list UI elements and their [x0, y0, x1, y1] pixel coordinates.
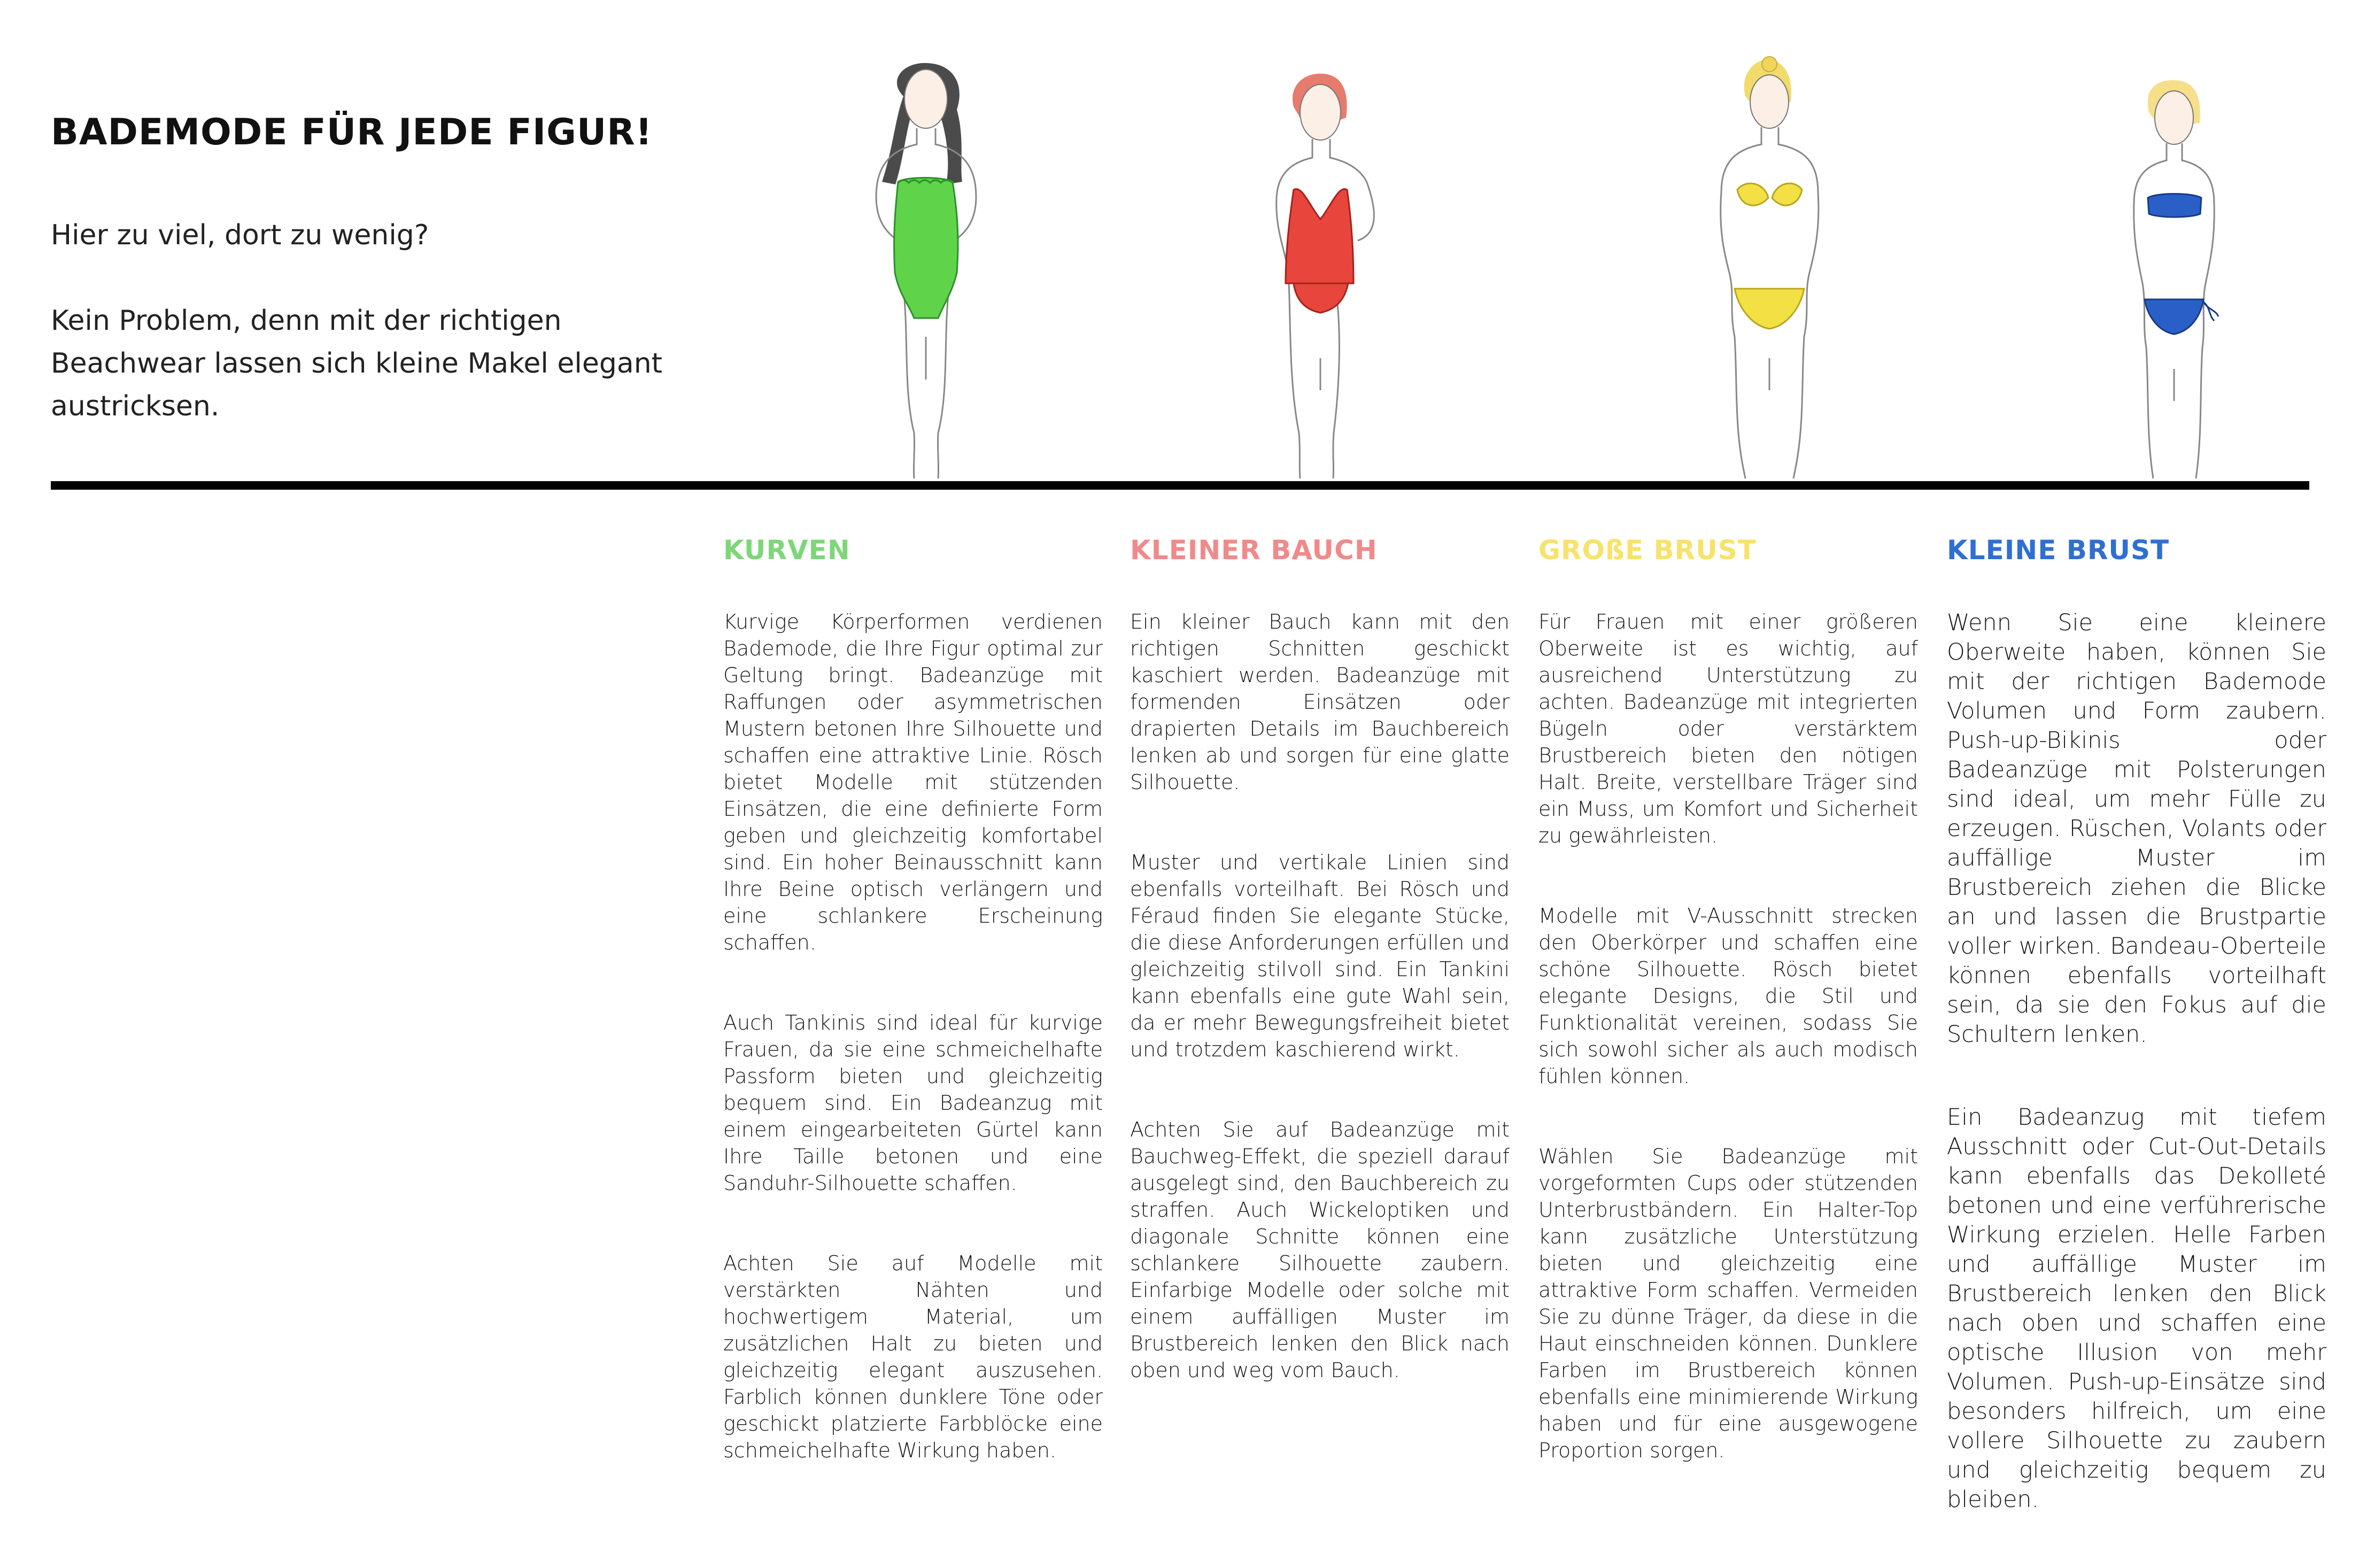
column-kurven: [723, 535, 1103, 1517]
heading-kleine-brust: KLEINE BRUST: [1947, 535, 2170, 566]
paragraph: Für Frauen mit einer größeren Oberweite ist es wichtig, auf ausreichend Unterstützung zu achten. Badeanzüge mit integrierten Bügeln oder verstärktem Brustbereich bieten den nötigen Halt. Breite, verstellbare Träger sind ein Muss, um Komfort und Sicherheit zu gewährleisten.: [1538, 610, 1918, 847]
tankini: [1286, 189, 1353, 283]
hair-bun: [1762, 57, 1777, 72]
bikini-bottom: [1735, 289, 1804, 329]
face: [2155, 91, 2193, 144]
intro-question: Hier zu viel, dort zu wenig?: [51, 219, 429, 251]
paragraph: Kurvige Körperformen verdienen Bademode, die Ihre Figur optimal zur Geltung bringt. Badeanzüge mit Raffungen oder asymmetrischen Mustern betonen Ihre Silhouette und schaffen eine attraktive Linie. Rösch bietet Modelle mit stützenden Einsätzen, die eine definierte Form geben und gleichzeitig komfortabel sind. Ein hoher Beinausschnitt kann Ihre Beine optisch verlängern und eine schlankere Erscheinung schaffen.: [723, 610, 1103, 954]
figure-kurven: [823, 59, 1026, 481]
paragraph: Wenn Sie eine kleinere Oberweite haben, können Sie mit der richtigen Bademode Volumen und Form zaubern. Push-up-Bikinis oder Badeanzüge mit Polsterungen sind ideal, um mehr Fülle zu erzeugen. Rüschen, Volants oder auffällige Muster im Brustbereich ziehen die Blicke an und lassen die Brustpartie voller wirken. Bandeau-Oberteile können ebenfalls vorteilhaft sein, da sie den Fokus auf die Schultern lenken.: [1947, 609, 2326, 1048]
heading-kleiner-bauch: KLEINER BAUCH: [1130, 535, 1378, 566]
intro-text: [51, 214, 692, 470]
heading-grosse-brust: GROßE BRUST: [1538, 535, 1757, 566]
face: [1300, 84, 1341, 140]
column-kleine-brust: [1947, 535, 2326, 1568]
paragraph: Auch Tankinis sind ideal für kurvige Frauen, da sie eine schmeichelhafte Passform bieten und gleichzeitig bequem sind. Ein Badeanzug mit einem eingearbeiteten Gürtel kann Ihre Taille betonen und eine Sanduhr-Silhouette schaffen.: [723, 1011, 1103, 1195]
tankini-bottom: [1294, 283, 1348, 313]
side-tie: [2203, 302, 2218, 321]
section-divider: [51, 481, 2309, 490]
face: [1750, 75, 1789, 128]
bikini-bottom: [2145, 299, 2203, 334]
paragraph: Modelle mit V-Ausschnitt strecken den Oberkörper und schaffen eine schöne Silhouette. Rösch bietet elegante Designs, die Stil und Funktionalität vereinen, sodass Sie sich sowohl sicher als auch modisch fühlen können.: [1538, 904, 1918, 1088]
intro-statement: Kein Problem, denn mit der richtigen Beachwear lassen sich kleine Makel elegant austricksen.: [51, 305, 663, 422]
bikini-top: [1737, 183, 1802, 205]
column-kleiner-bauch: [1130, 535, 1510, 1437]
swimsuit: [894, 178, 958, 319]
figure-kleine-brust: [2069, 59, 2272, 481]
paragraph: Achten Sie auf Modelle mit verstärkten Nähten und hochwertigem Material, um zusätzlichen Halt zu bieten und gleichzeitig elegant auszusehen. Farblich können dunklere Töne oder geschickt platzierte Farbblöcke eine schmeichelhafte Wirkung haben.: [723, 1252, 1103, 1462]
figure-kleine-brust-drawing: [2069, 59, 2272, 481]
figure-kleiner-bauch: [1213, 59, 1417, 481]
face: [904, 69, 947, 128]
paragraph: Muster und vertikale Linien sind ebenfalls vorteilhaft. Bei Rösch und Féraud finden Sie elegante Stücke, die diese Anforderungen erfüllen und gleichzeitig stilvoll sind. Ein Tankini kann ebenfalls eine gute Wahl sein, da er mehr Bewegungsfreiheit bietet und trotzdem kaschierend wirkt.: [1130, 851, 1510, 1061]
figure-grosse-brust-drawing: [1660, 59, 1863, 481]
paragraph: Wählen Sie Badeanzüge mit vorgeformten Cups oder stützenden Unterbrustbändern. Ein Halter-Top kann zusätzliche Unterstützung bieten und gleichzeitig eine attraktive Form schaffen. Vermeiden Sie zu dünne Träger, da diese in die Haut einschneiden können. Dunklere Farben im Brustbereich können ebenfalls eine minimierende Wirkung haben und für eine ausgewogene Proportion sorgen.: [1538, 1145, 1918, 1462]
bandeau-top: [2148, 194, 2201, 218]
paragraph: Achten Sie auf Badeanzüge mit Bauchweg-Effekt, die speziell darauf ausgelegt sind, den Bauchbereich zu straffen. Auch Wickeloptiken und diagonale Schnitte können eine schlankere Silhouette zaubern. Einfarbige Modelle oder solche mit einem auffälligen Muster im Brustbereich lenken den Blick nach oben und weg vom Bauch.: [1130, 1118, 1510, 1382]
figure-kurven-drawing: [823, 59, 1026, 481]
paragraph: Ein Badeanzug mit tiefem Ausschnitt oder Cut-Out-Details kann ebenfalls das Dekolleté betonen und eine verführerische Wirkung erzielen. Helle Farben und auffällige Muster im Brustbereich lenken den Blick nach oben und schaffen eine optische Illusion von mehr Volumen. Push-up-Einsätze sind besonders hilfreich, um eine vollere Silhouette zu zaubern und gleichzeitig bequem zu bleiben.: [1947, 1104, 2326, 1513]
page-title: BADEMODE FÜR JEDE FIGUR!: [51, 111, 653, 153]
column-grosse-brust: [1538, 535, 1918, 1517]
heading-kurven: KURVEN: [723, 535, 850, 566]
figure-kleiner-bauch-drawing: [1213, 59, 1417, 481]
paragraph: Ein kleiner Bauch kann mit den richtigen Schnitten geschickt kaschiert werden. Badeanzüge mit formenden Einsätzen oder drapierten Details im Bauchbereich lenken ab und sorgen für eine glatte Silhouette.: [1130, 610, 1510, 794]
figure-grosse-brust: [1660, 59, 1863, 481]
